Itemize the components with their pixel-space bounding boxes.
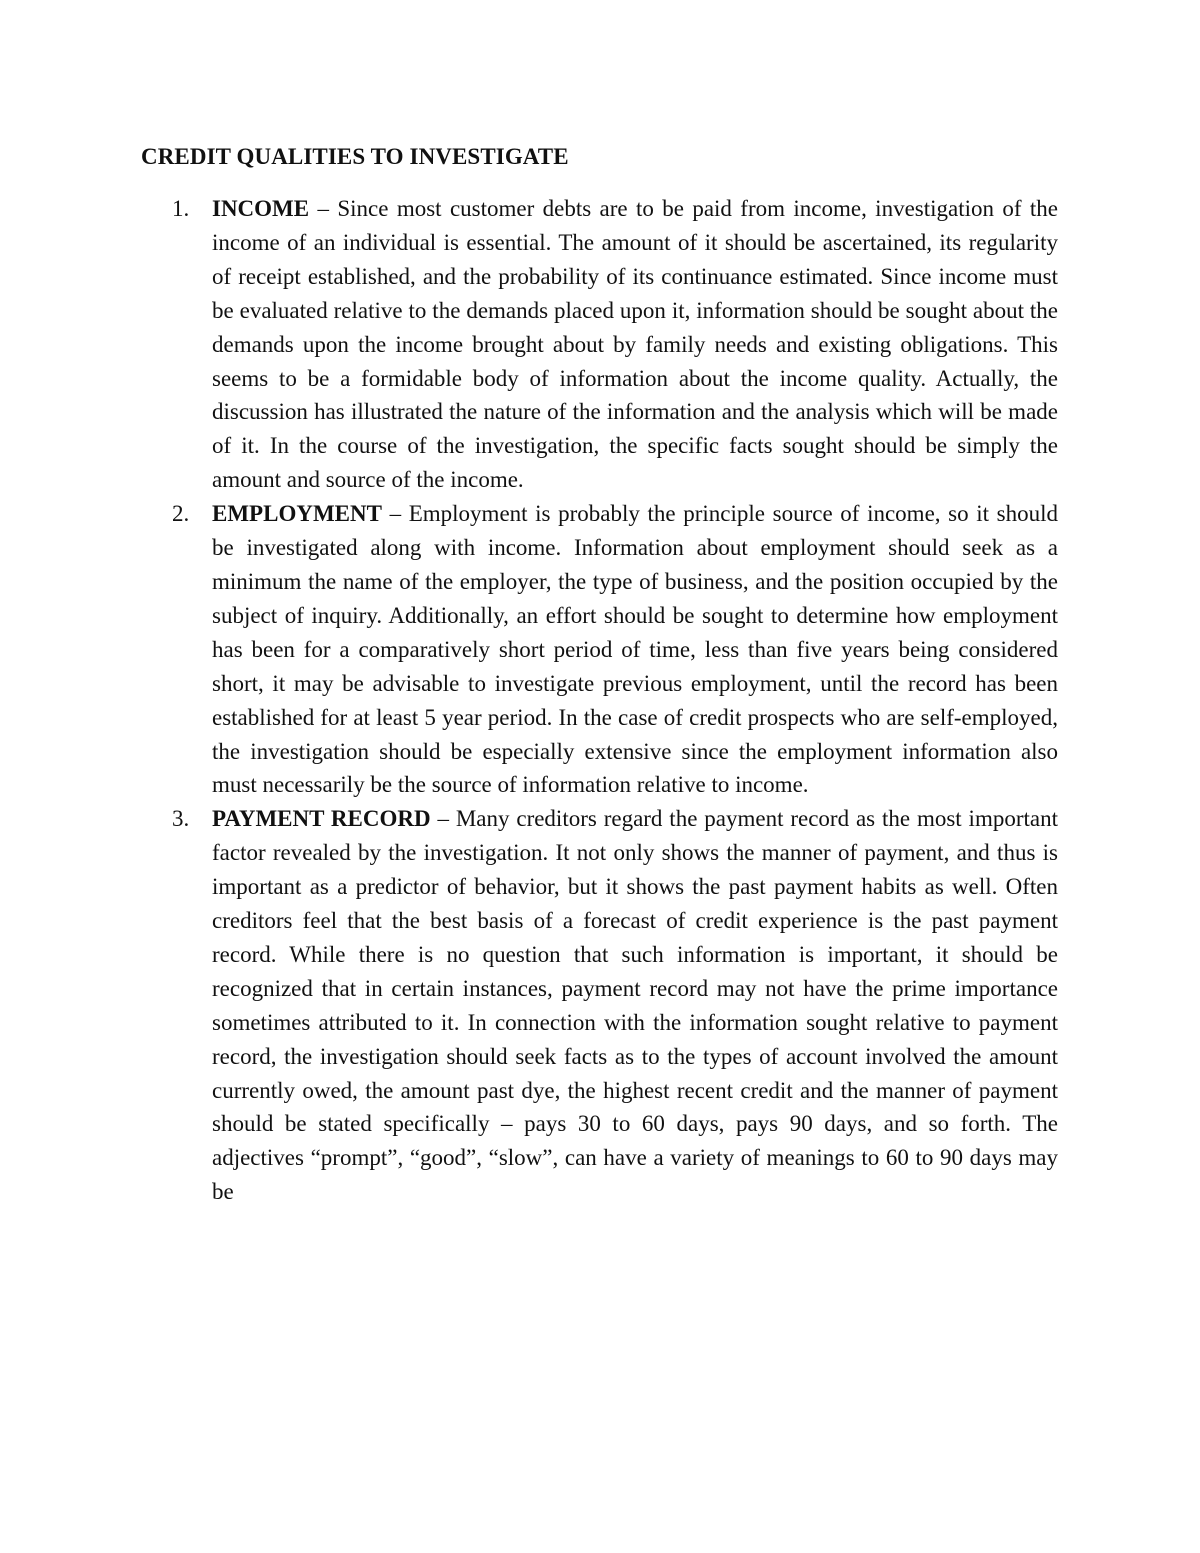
page-title: CREDIT QUALITIES TO INVESTIGATE	[141, 144, 569, 169]
list-item-text: Employment is probably the principle source of income, so it should be investigated along with income. Information about employment should seek as a minimum the name of the employer, the type of business, and the position occupied by the subject of inquiry. Additionally, an effort should be sought to determine how employment has been for a comparatively short period of time, less than five years being considered short, it may be advisable to investigate previous employment, until the record has been established for at least 5 year period. In the case of credit prospects who are self-employed, the investigation should be especially extensive since the employment information also must necessarily be the source of information relative to income.	[212, 501, 1059, 798]
list-item-text: Since most customer debts are to be paid from income, investigation of the income of an individual is essential. The amount of it should be ascertained, its regularity of receipt established, and the probability of its continuance estimated. Since income must be evaluated relative to the demands placed upon it, information should be sought about the demands upon the income brought about by family needs and existing obligations. This seems to be a formidable body of information about the income quality. Actually, the discussion has illustrated the nature of the information and the analysis which will be made of it. In the course of the investigation, the specific facts sought should be simply the amount and source of the income.	[212, 196, 1058, 493]
list-item-separator: –	[381, 501, 409, 527]
list-item-number: 3.	[172, 806, 190, 832]
list-item-payment-record	[172, 802, 1058, 1209]
list-item-income	[172, 192, 1058, 497]
list-item-number: 1.	[172, 196, 190, 221]
list-item-term: INCOME	[212, 196, 310, 221]
list-item-number: 2.	[172, 501, 190, 527]
list-item-employment	[172, 497, 1059, 802]
list-item-separator: –	[430, 806, 456, 832]
list-item-separator: –	[309, 196, 338, 221]
list-item-term: EMPLOYMENT	[212, 501, 382, 527]
list-item-text: Many creditors regard the payment record as the most important factor revealed by the investigation. It not only shows the manner of payment, and thus is important as a predictor of behavior, but it shows the past payment habits as well. Often creditors feel that the best basis of a forecast of credit experience is the past payment record. While there is no question that such information is important, it should be recognized that in certain instances, payment record may not have the prime importance sometimes attributed to it. In connection with the information sought relative to payment record, the investigation should seek facts as to the types of account involved the amount currently owed, the amount past dye, the highest recent credit and the manner of payment should be stated specifically – pays 30 to 60 days, pays 90 days, and so forth. The adjectives “prompt”, “good”, “slow”, can have a variety of meanings to 60 to 90 days may be	[212, 806, 1058, 1205]
list-item-term: PAYMENT RECORD	[212, 806, 431, 832]
credit-qualities-list	[172, 192, 1059, 1209]
